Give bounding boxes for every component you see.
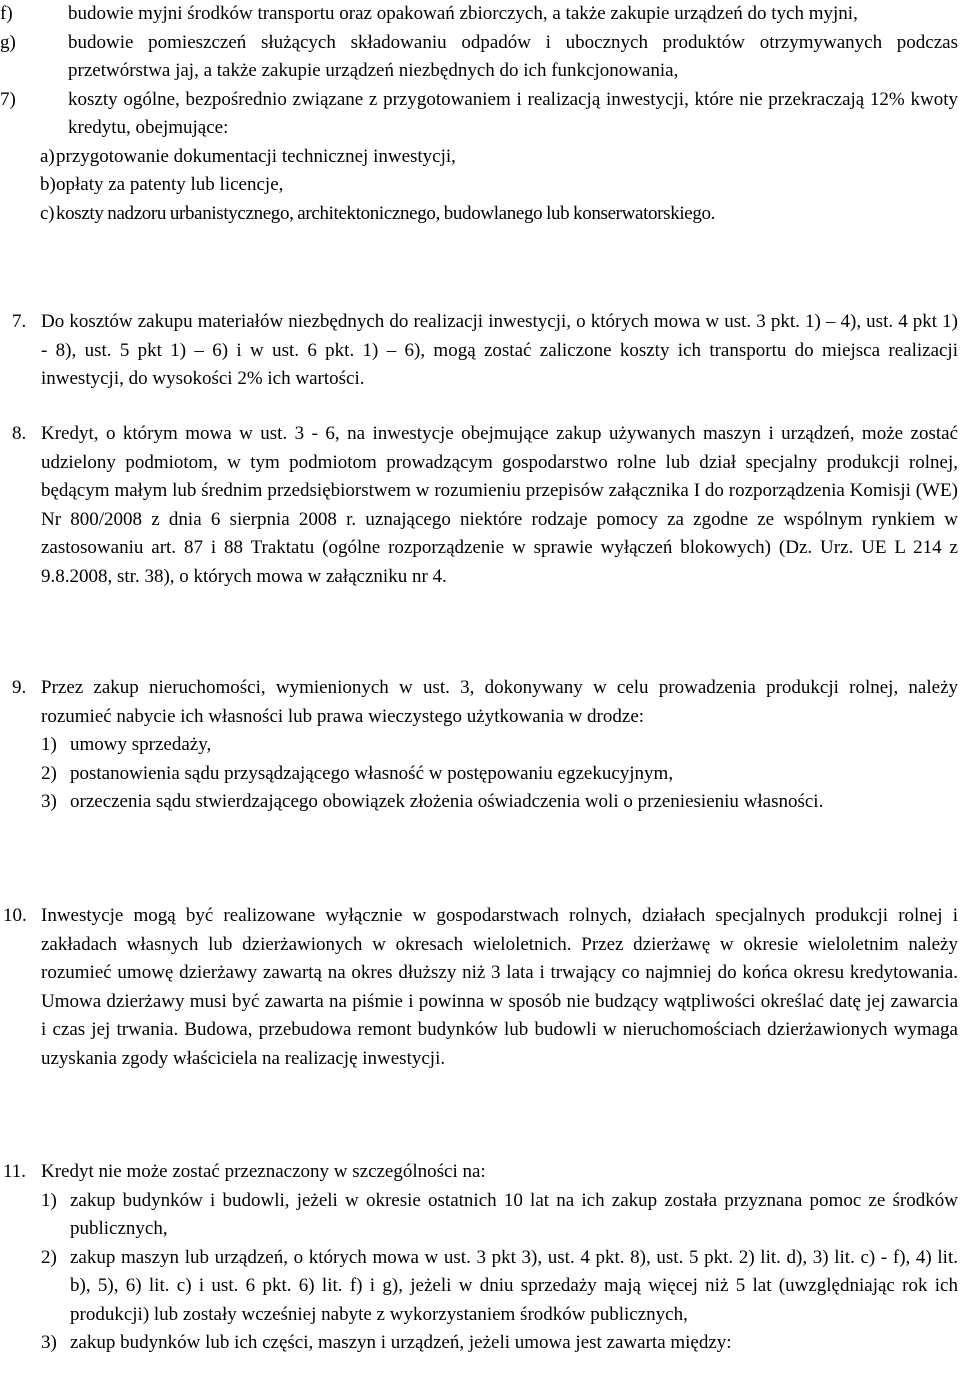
list-item-label: 1)	[41, 734, 57, 755]
list-item-text: budowie myjni środków transportu oraz opakowań zbiorczych, a także zakupie urządzeń do tych myjni,	[68, 3, 858, 24]
list-item-text: zakup budynków lub ich części, maszyn i urządzeń, jeżeli umowa jest zawarta między:	[70, 1332, 732, 1353]
list-item-text: zakup maszyn lub urządzeń, o których mowa w ust. 3 pkt 3), ust. 4 pkt. 8), ust. 5 pkt. 2) lit. d), 3) lit. c) - f), 4) lit. b), 5), 6) lit. c) i ust. 6 pkt. 6) lit. f) i g), jeżeli w dniu sprzedaży mają więcej niż 5 lat (uwzględniając rok ich produkcji) lub zostały wcześniej nabyte z wykorzystaniem środków publicznych,	[70, 1246, 958, 1325]
list-item-label: 2)	[41, 1246, 57, 1268]
section-10	[0, 902, 960, 1073]
section-text: Kredyt, o którym mowa w ust. 3 - 6, na inwestycje obejmujące zakup używanych maszyn i urządzeń, może zostać udzielony podmiotom, w tym podmiotom prowadzącym gospodarstwo rolne lub dział specjalny produkcji rolnej, będącym małym lub średnim przedsiębiorstwem w rozumieniu przepisów załącznika I do rozporządzenia Komisji (WE) Nr 800/2008 z dnia 6 sierpnia 2008 r. uznającego niektóre rodzaje pomocy za zgodne ze wspólnym rynkiem w zastosowaniu art. 87 i 88 Traktatu (ogólne rozporządzenie w sprawie wyłączeń blokowych) (Dz. Urz. UE L 214 z 9.8.2008, str. 38), o których mowa w załączniku nr 4.	[41, 423, 958, 587]
list-item-label: f)	[0, 3, 13, 24]
list-item-c	[40, 200, 958, 229]
list-item-text: orzeczenia sądu stwierdzającego obowiązek złożenia oświadczenia woli o przeniesieniu własności.	[70, 791, 824, 812]
list-item-b	[40, 171, 958, 200]
list-item-a	[40, 143, 958, 172]
list-item-label: 2)	[41, 762, 57, 784]
list-item-label: 3)	[41, 1332, 57, 1353]
list-item-g	[0, 29, 958, 86]
section-text: Kredyt nie może zostać przeznaczony w szczególności na:	[41, 1161, 486, 1182]
list-item	[41, 1244, 958, 1330]
list-item	[41, 760, 958, 789]
list-item-text: umowy sprzedaży,	[70, 734, 212, 755]
list-item-text: przygotowanie dokumentacji technicznej inwestycji,	[56, 145, 456, 167]
list-item-label: b)	[40, 174, 56, 195]
list-item-label: 1)	[41, 1189, 57, 1211]
section-number: 11.	[3, 1161, 27, 1182]
list-item-label: g)	[0, 31, 16, 53]
list-item	[41, 788, 958, 817]
list-item-text: budowie pomieszczeń służących składowaniu odpadów i ubocznych produktów otrzymywanych podczas przetwórstwa jaj, a także zakupie urządzeń niezbędnych do ich funkcjonowania,	[68, 31, 958, 81]
list-item-text: zakup budynków i budowli, jeżeli w okresie ostatnich 10 lat na ich zakup została przyznana pomoc ze środków publicznych,	[70, 1189, 958, 1239]
list-item	[41, 731, 958, 760]
section-text: Do kosztów zakupu materiałów niezbędnych do realizacji inwestycji, o których mowa w ust. 3 pkt. 1) – 4), ust. 4 pkt 1) - 8), ust. 5 pkt 1) – 6) i w ust. 6 pkt. 1) – 6), mogą zostać zaliczone koszty ich transportu do miejsca realizacji inwestycji, do wysokości 2% ich wartości.	[41, 311, 958, 389]
list-item	[41, 1329, 958, 1358]
section-text: Przez zakup nieruchomości, wymienionych w ust. 3, dokonywany w celu prowadzenia produkcji rolnej, należy rozumieć nabycie ich własności lub prawa wieczystego użytkowania w drodze:	[41, 677, 958, 727]
section-number: 7.	[12, 311, 27, 332]
list-item-text: koszty ogólne, bezpośrednio związane z przygotowaniem i realizacją inwestycji, które nie przekraczają 12% kwoty kredytu, obejmujące:	[68, 88, 958, 138]
intro-list	[0, 0, 960, 228]
section-8	[0, 420, 960, 591]
list-item	[41, 1187, 958, 1244]
list-item-7	[0, 86, 958, 143]
section-number: 8.	[12, 423, 27, 444]
list-item-text: opłaty za patenty lub licencje,	[56, 174, 284, 195]
section-text: Inwestycje mogą być realizowane wyłącznie w gospodarstwach rolnych, działach specjalnych produkcji rolnej i zakładach własnych lub dzierżawionych w okresach wieloletnich. Przez dzierżawę w okresie wieloletnim należy rozumieć umowę dzierżawy zawartą na okres dłuższy niż 3 lata i trwający co najmniej do końca okresu kredytowania. Umowa dzierżawy musi być zawarta na piśmie i powinna w sposób nie budzący wątpliwości określać datę jej zawarcia i czas jej trwania. Budowa, przebudowa remont budynków lub budowli w nieruchomościach dzierżawionych wymaga uzyskania zgody właściciela na realizację inwestycji.	[41, 905, 958, 1069]
list-item-f	[0, 0, 958, 29]
section-7	[0, 308, 960, 394]
section-9	[0, 674, 960, 817]
section-number: 10.	[3, 905, 27, 926]
list-item-text: postanowienia sądu przysądzającego własność w postępowaniu egzekucyjnym,	[70, 762, 674, 784]
list-item-label: c)	[40, 202, 55, 224]
list-item-label: 7)	[0, 88, 16, 110]
list-item-text: koszty nadzoru urbanistycznego, architektonicznego, budowlanego lub konserwatorskiego.	[56, 202, 716, 224]
section-11	[0, 1158, 960, 1358]
list-item-label: 3)	[41, 791, 57, 812]
list-item-label: a)	[40, 145, 55, 167]
section-number: 9.	[12, 677, 27, 698]
